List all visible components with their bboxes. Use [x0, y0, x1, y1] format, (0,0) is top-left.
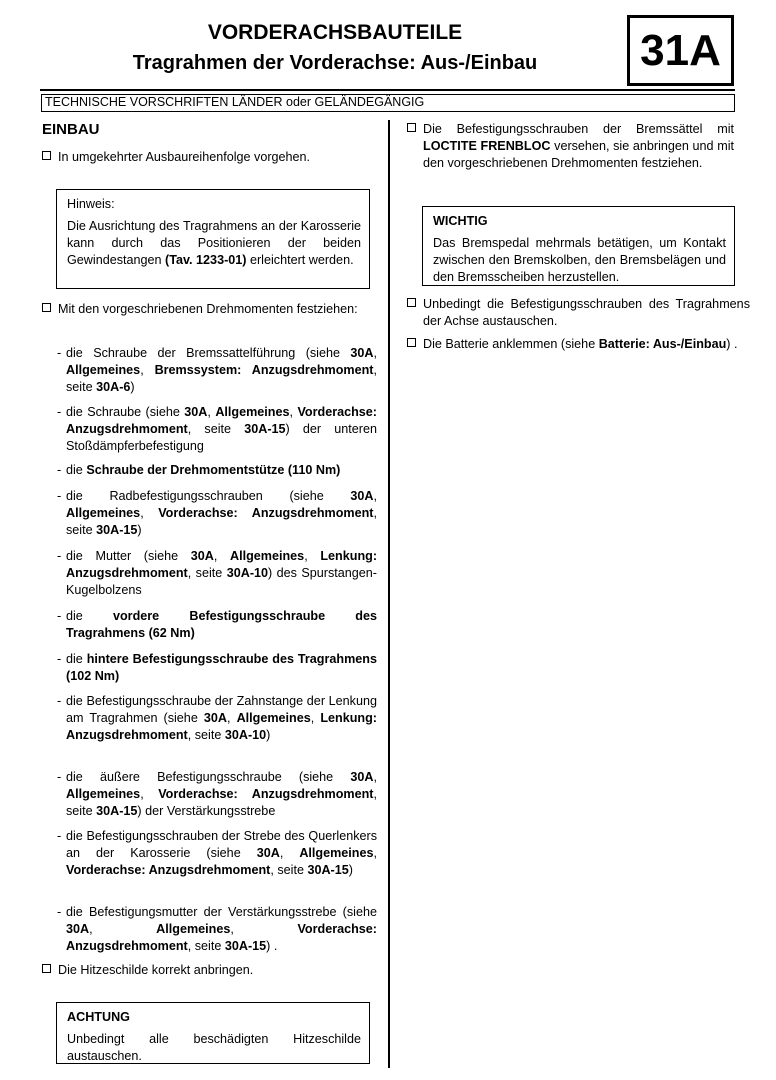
checkbox-bullet-icon — [407, 298, 416, 307]
step-item: Die Hitzeschilde korrekt anbringen. — [42, 962, 383, 979]
list-item: - die Mutter (siehe 30A, Allgemeines, Lenkung: Anzugsdrehmoment, seite 30A-10) des Spurstangen-Kugelbolzens — [57, 549, 378, 597]
column-divider — [388, 120, 390, 1068]
step-item: Mit den vorgeschriebenen Drehmomenten festziehen: — [42, 301, 377, 318]
checkbox-bullet-icon — [42, 303, 51, 312]
section-code-box: 31A — [627, 15, 734, 86]
list-item: - die vordere Befestigungsschraube des Tragrahmens (62 Nm) — [57, 609, 377, 640]
important-title: WICHTIG — [433, 214, 488, 228]
list-item: - die äußere Befestigungsschraube (siehe 30A, Allgemeines, Vorderachse: Anzugsdrehmoment, seite 30A-15) der Verstärkungsstrebe — [57, 770, 377, 818]
list-item: - die Schraube der Bremssattelführung (siehe 30A, Allgemeines, Bremssystem: Anzugsdrehmoment, seite 30A-6) — [57, 346, 377, 394]
checkbox-bullet-icon — [42, 151, 51, 160]
warning-box: ACHTUNG Unbedingt alle beschädigten Hitzeschilde austauschen. — [56, 1002, 370, 1064]
checkbox-bullet-icon — [407, 338, 416, 347]
important-box: WICHTIG Das Bremspedal mehrmals betätigen, um Kontakt zwischen den Bremskolben, den Bremsbelägen und den Bremsscheiben herzustellen. — [422, 206, 735, 286]
list-item: - die Schraube (siehe 30A, Allgemeines, Vorderachse: Anzugsdrehmoment, seite 30A-15) der unteren Stoßdämpferbefestigung — [57, 405, 377, 453]
warning-title: ACHTUNG — [67, 1010, 130, 1024]
list-item: - die hintere Befestigungsschraube des Tragrahmens (102 Nm) — [57, 652, 377, 683]
header-rule — [40, 89, 735, 91]
checkbox-bullet-icon — [407, 123, 416, 132]
list-item: - die Befestigungsschrauben der Strebe des Querlenkers an der Karosserie (siehe 30A, Allgemeines, Vorderachse: Anzugsdrehmoment, seite 30A-15) — [57, 829, 378, 877]
step-item: Die Batterie anklemmen (siehe Batterie: Aus-/Einbau) . — [407, 336, 750, 353]
hint-box: Hinweis: Die Ausrichtung des Tragrahmens an der Karosserie kann durch das Positionieren der beiden Gewindestangen (Tav. 1233-01) erleichtert werden. — [56, 189, 370, 289]
list-item: - die Schraube der Drehmomentstütze (110 Nm) — [57, 463, 341, 477]
checkbox-bullet-icon — [42, 964, 51, 973]
list-item: - die Befestigungsschraube der Zahnstange der Lenkung am Tragrahmen (siehe 30A, Allgemeines, Lenkung: Anzugsdrehmoment, seite 30A-10) — [57, 694, 377, 742]
page-title: VORDERACHSBAUTEILE — [207, 21, 463, 44]
list-item: - die Radbefestigungsschrauben (siehe 30A, Allgemeines, Vorderachse: Anzugsdrehmoment, seite 30A-15) — [57, 489, 377, 537]
spec-bar: TECHNISCHE VORSCHRIFTEN LÄNDER oder GELÄNDEGÄNGIG — [41, 94, 735, 112]
section-heading: EINBAU — [42, 121, 100, 138]
step-item: Unbedingt die Befestigungsschrauben des Tragrahmens der Achse austauschen. — [407, 296, 750, 330]
step-item: Die Befestigungsschrauben der Bremssättel mit LOCTITE FRENBLOC versehen, sie anbringen und mit den vorgeschriebenen Drehmomenten festziehen. — [407, 121, 734, 172]
page-subtitle: Tragrahmen der Vorderachse: Aus-/Einbau — [132, 52, 538, 74]
step-item: In umgekehrter Ausbaureihenfolge vorgehen. — [42, 149, 383, 166]
hint-title: Hinweis: — [67, 197, 115, 211]
list-item: - die Befestigungsmutter der Verstärkungsstrebe (siehe 30A, Allgemeines, Vorderachse: Anzugsdrehmoment, seite 30A-15) . — [57, 905, 377, 953]
